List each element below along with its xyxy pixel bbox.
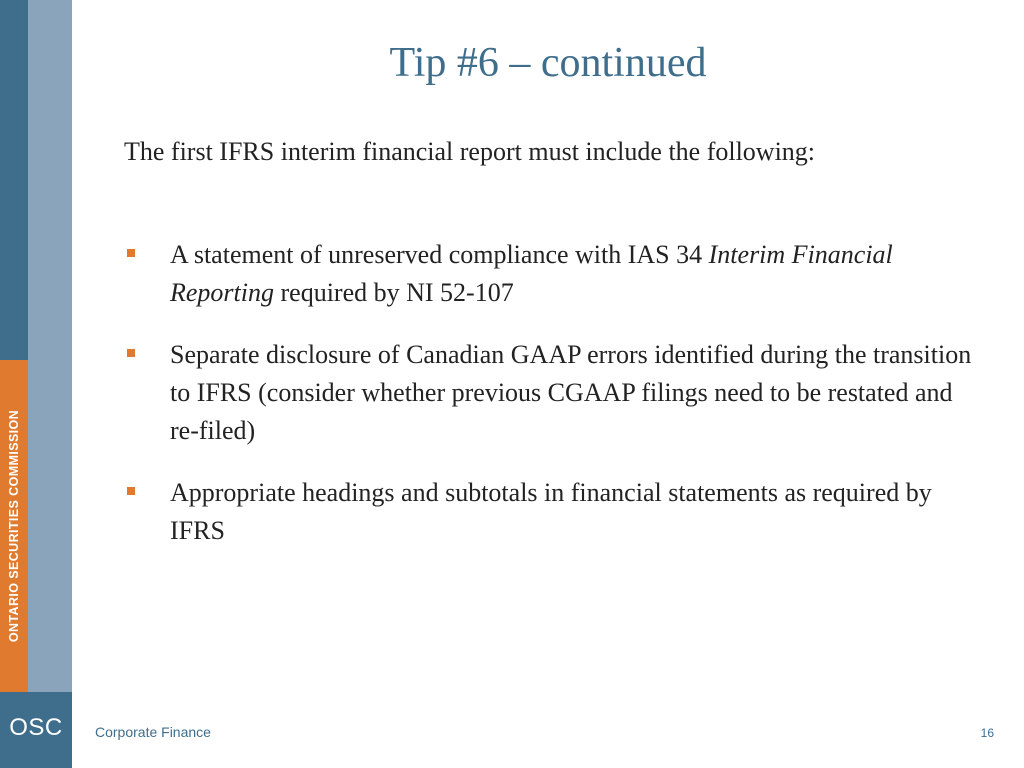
osc-logo bbox=[0, 692, 72, 768]
bullet-text-post: required by NI 52-107 bbox=[274, 278, 514, 307]
bullet-text-pre: A statement of unreserved compliance with IAS 34 bbox=[170, 240, 709, 269]
square-bullet-icon bbox=[127, 249, 135, 257]
footer-label: Corporate Finance bbox=[95, 724, 211, 740]
bullet-text: Appropriate headings and subtotals in financial statements as required by IFRS bbox=[170, 478, 932, 545]
osc-logo-text: OSC bbox=[9, 714, 63, 741]
bullet-item bbox=[124, 474, 974, 550]
bullet-item bbox=[124, 236, 974, 312]
bullet-item bbox=[124, 336, 974, 450]
intro-paragraph: The first IFRS interim financial report must include the following: bbox=[124, 137, 816, 166]
bullet-text-italic: Interim Financial Reporting bbox=[170, 240, 893, 307]
square-bullet-icon bbox=[127, 349, 135, 357]
org-name-vertical: ONTARIO SECURITIES COMMISSION bbox=[7, 409, 21, 643]
slide-title: Tip #6 – continued bbox=[389, 40, 707, 86]
bullet-list bbox=[124, 236, 974, 574]
bullet-text: Separate disclosure of Canadian GAAP errors identified during the transition to IFRS (consider whether previous CGAAP filings need to be restated and re-filed) bbox=[170, 340, 972, 445]
sidebar-light-band bbox=[28, 0, 72, 692]
square-bullet-icon bbox=[127, 487, 135, 495]
page-number: 16 bbox=[980, 726, 994, 740]
